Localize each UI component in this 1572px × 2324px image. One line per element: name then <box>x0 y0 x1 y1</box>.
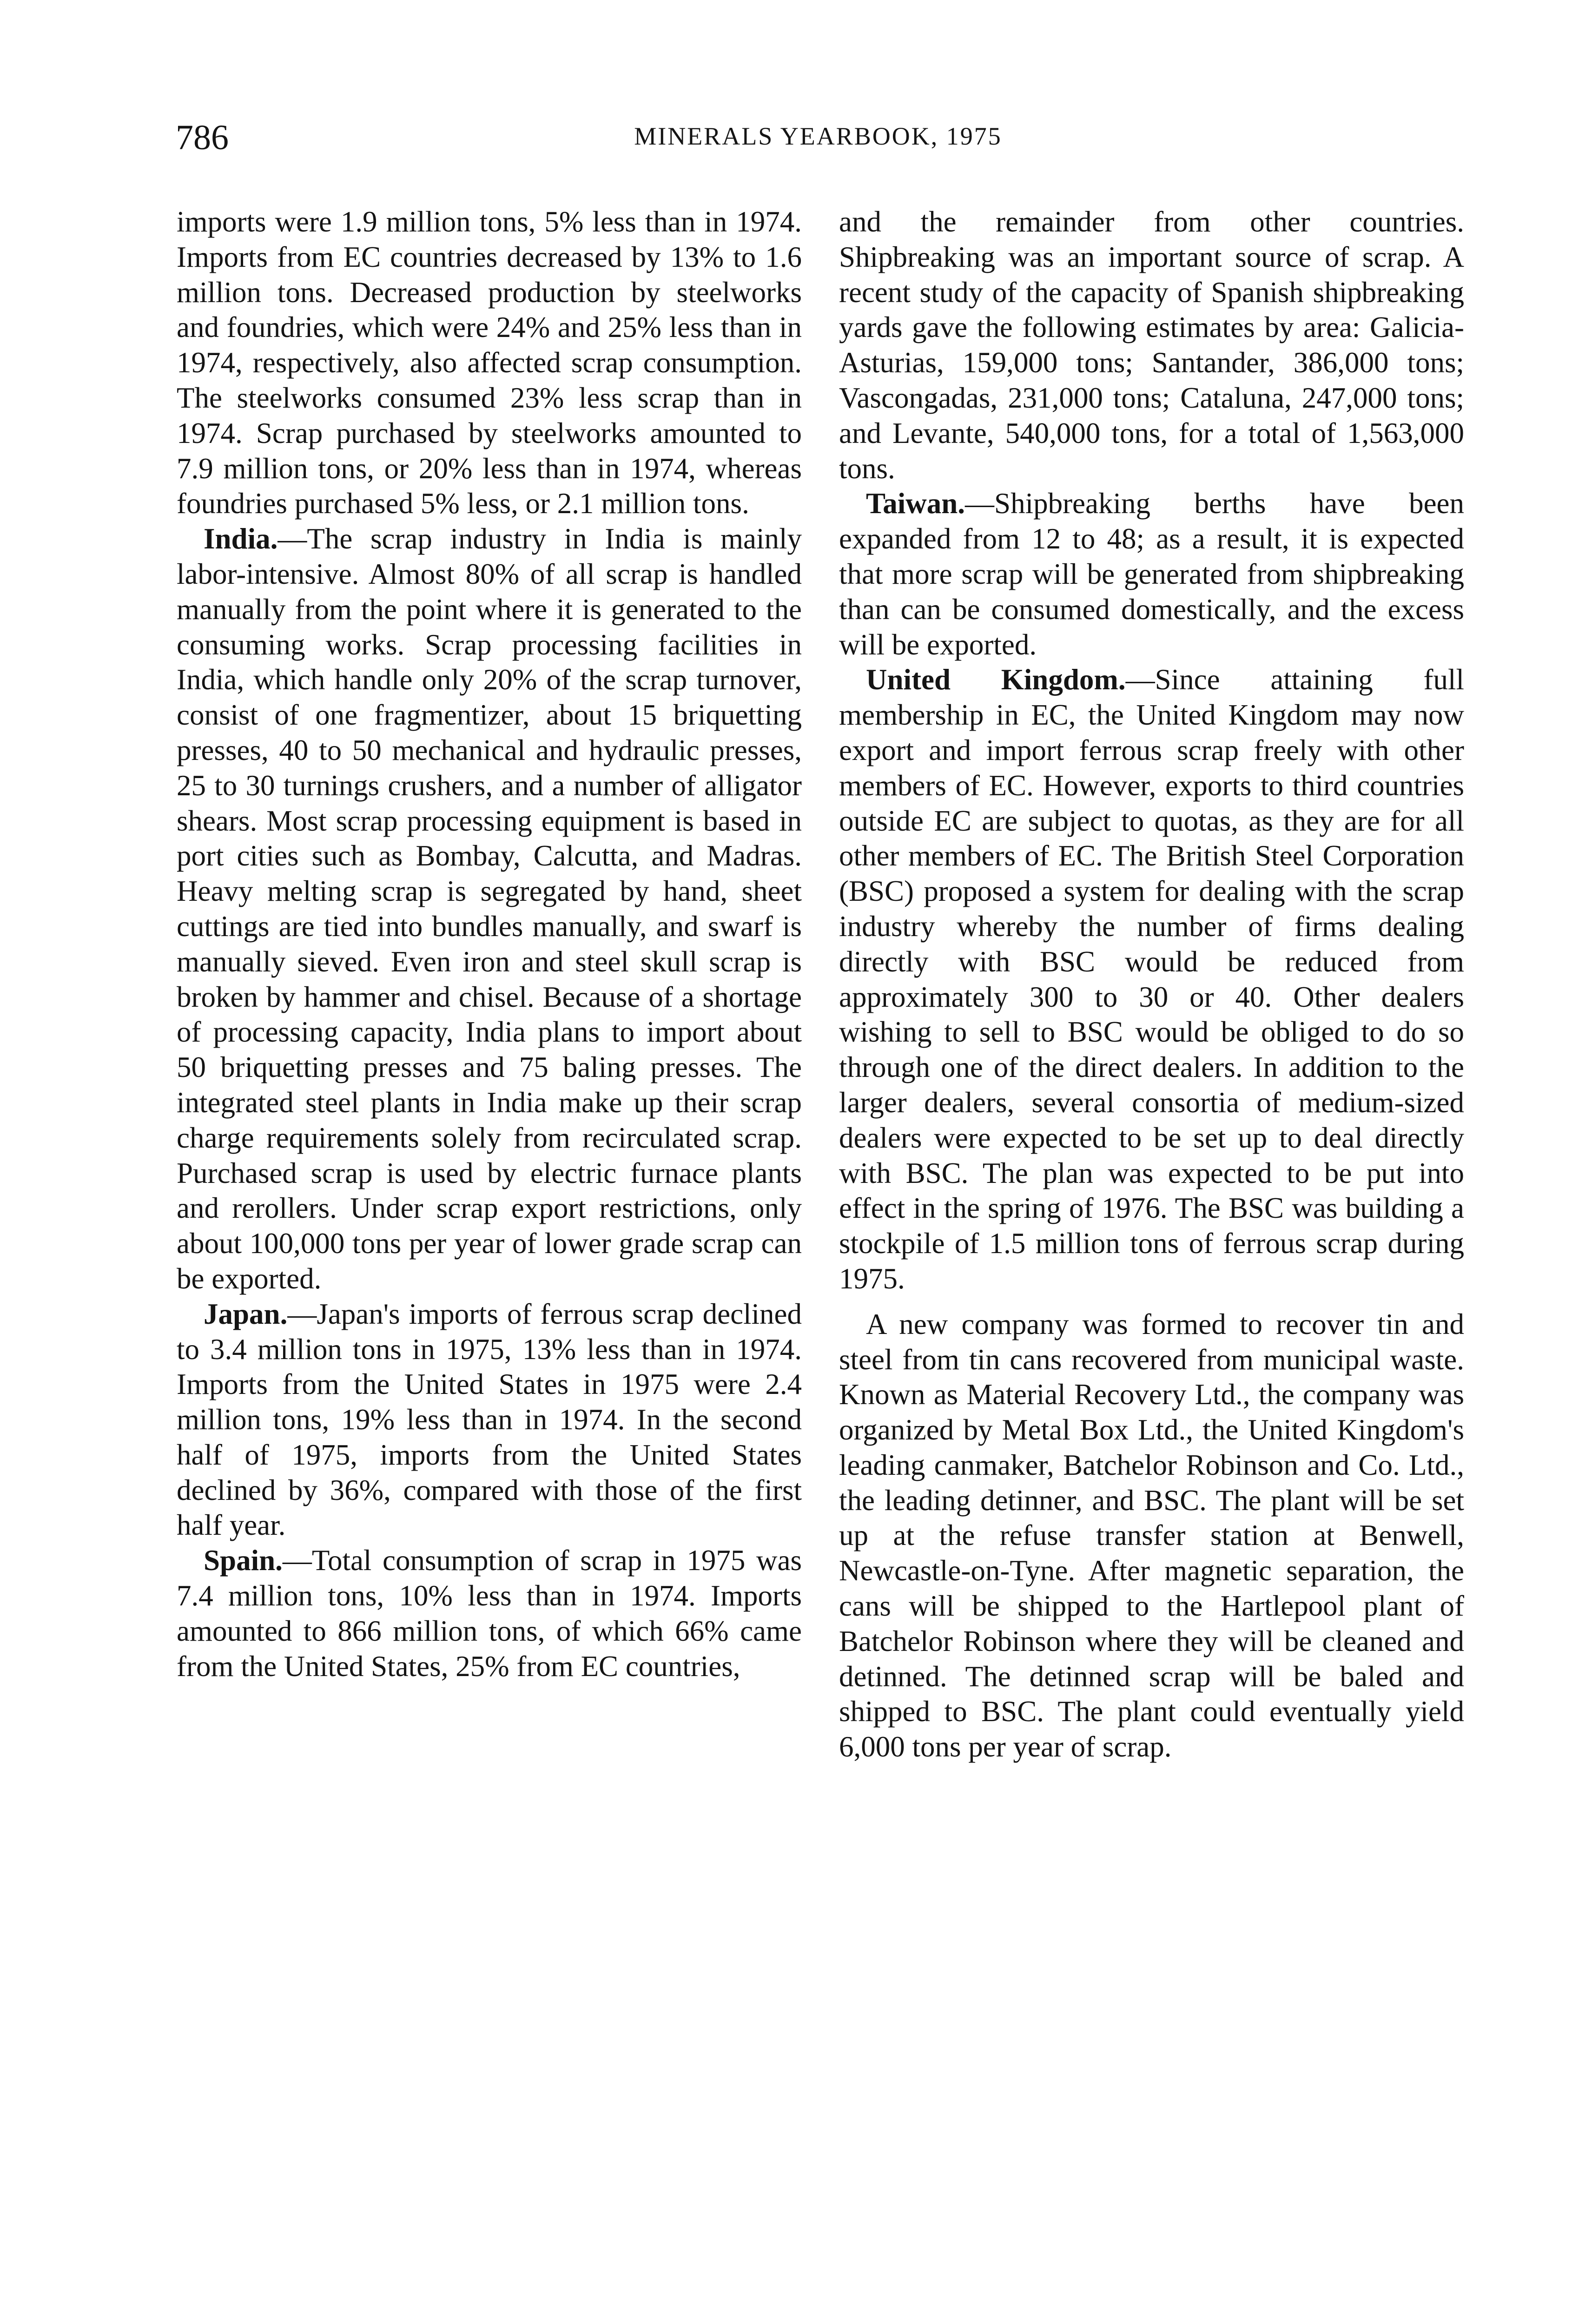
section-heading-japan: Japan. <box>204 1297 288 1330</box>
section-text-spain: —Total consumption of scrap in 1975 was 7.4 million tons, 10% less than in 1974. Imports amounted to 866 million tons, of which 66% came from the United States, 25% from EC countries, <box>177 1544 802 1683</box>
left-column <box>177 205 802 1684</box>
section-heading-united-kingdom: United Kingdom. <box>866 663 1126 696</box>
section-text-taiwan: —Shipbreaking berths have been expanded from 12 to 48; as a result, it is expected that more scrap will be generated from shipbreaking than can be consumed domestically, and the excess will be exported. <box>839 487 1464 661</box>
section-heading-taiwan: Taiwan. <box>866 487 965 520</box>
section-heading-india: India. <box>204 522 278 555</box>
section-spain <box>177 1543 802 1684</box>
section-text-united-kingdom: —Since attaining full membership in EC, the United Kingdom may now export and import ferrous scrap freely with other members of EC. However, exports to third countries outside EC are subject to quotas, as they are for all other members of EC. The British Steel Corporation (BSC) proposed a system for dealing with the scrap industry whereby the number of firms dealing directly with BSC would be reduced from approximately 300 to 30 or 40. Other dealers wishing to sell to BSC would be obliged to do so through one of the direct dealers. In addition to the larger dealers, several consortia of medium-sized dealers were expected to be set up to deal directly with BSC. The plan was expected to be put into effect in the spring of 1976. The BSC was building a stockpile of 1.5 million tons of ferrous scrap during 1975. <box>839 663 1464 1295</box>
page-number: 786 <box>176 118 229 157</box>
section-heading-spain: Spain. <box>204 1544 283 1577</box>
section-japan <box>177 1297 802 1544</box>
right-column <box>839 205 1464 1765</box>
section-united-kingdom <box>839 662 1464 1296</box>
section-text-india: —The scrap industry in India is mainly labor-intensive. Almost 80% of all scrap is handled manually from the point where it is generated to the consuming works. Scrap processing facilities in India, which handle only 20% of the scrap turnover, consist of one fragmentizer, about 15 briquetting presses, 40 to 50 mechanical and hydraulic presses, 25 to 30 turnings crushers, and a number of alligator shears. Most scrap processing equipment is based in port cities such as Bombay, Calcutta, and Madras. Heavy melting scrap is segregated by hand, sheet cuttings are tied into bundles manually, and swarf is manually sieved. Even iron and steel skull scrap is broken by hammer and chisel. Because of a shortage of processing capacity, India plans to import about 50 briquetting presses and 75 baling presses. The integrated steel plants in India make up their scrap charge requirements solely from recirculated scrap. Purchased scrap is used by electric furnace plants and rerollers. Under scrap export restrictions, only about 100,000 tons per year of lower grade scrap can be exported. <box>177 522 802 1295</box>
paragraph-continuation: imports were 1.9 million tons, 5% less than in 1974. Imports from EC countries decreased by 13% to 1.6 million tons. Decreased production by steelworks and foundries, which were 24% and 25% less than in 1974, respectively, also affected scrap consumption. The steelworks consumed 23% less scrap than in 1974. Scrap purchased by steelworks amounted to 7.9 million tons, or 20% less than in 1974, whereas foundries purchased 5% less, or 2.1 million tons. <box>177 205 802 520</box>
paragraph-material-recovery: A new company was formed to recover tin and steel from tin cans recovered from municipal waste. Known as Material Recovery Ltd., the company was organized by Metal Box Ltd., the United Kingdom's leading canmaker, Batchelor Robinson and Co. Ltd., the leading detinner, and BSC. The plant will be set up at the refuse transfer station at Benwell, Newcastle-on-Tyne. After magnetic separation, the cans will be shipped to the Hartlepool plant of Batchelor Robinson where they will be cleaned and detinned. The detinned scrap will be baled and shipped to BSC. The plant could eventually yield 6,000 tons per year of scrap. <box>839 1307 1464 1763</box>
paragraph-spain-continued: and the remainder from other countries. Shipbreaking was an important source of scrap. A recent study of the capacity of Spanish shipbreaking yards gave the following estimates by area: Galicia-Asturias, 159,000 tons; Santander, 386,000 tons; Vascongadas, 231,000 tons; Cataluna, 247,000 tons; and Levante, 540,000 tons, for a total of 1,563,000 tons. <box>839 205 1464 485</box>
section-taiwan <box>839 486 1464 662</box>
running-head: MINERALS YEARBOOK, 1975 <box>634 122 1002 150</box>
section-india <box>177 522 802 1297</box>
section-text-japan: —Japan's imports of ferrous scrap declined to 3.4 million tons in 1975, 13% less than in 1974. Imports from the United States in 1975 were 2.4 million tons, 19% less than in 1974. In the second half of 1975, imports from the United States declined by 36%, compared with those of the first half year. <box>177 1297 802 1542</box>
